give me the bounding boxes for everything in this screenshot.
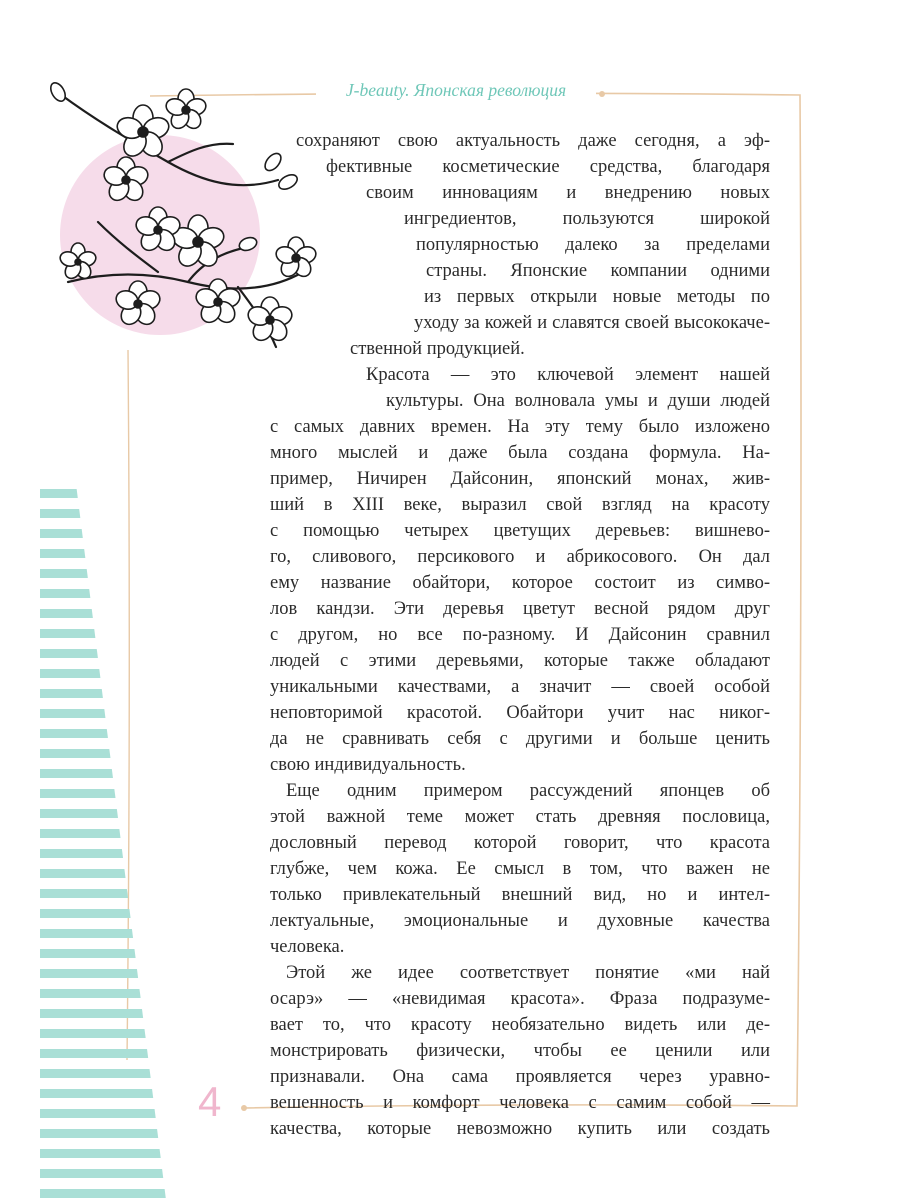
text-line: с другом, но все по-разному. И Дайсонин сравнил [270, 625, 770, 645]
text-line: Этой же идее соответствует понятие «ми най [286, 963, 770, 983]
text-line: с помощью четырех цветущих деревьев: вишнево- [270, 521, 770, 541]
text-line: глубже, чем кожа. Ее смысл в том, что важен не [270, 859, 770, 879]
text-line: качества, которые невозможно купить или создать [270, 1119, 770, 1139]
page-number: 4 [198, 1078, 222, 1125]
text-line: лектуальные, эмоциональные и духовные качества [270, 911, 770, 931]
text-line: пример, Ничирен Дайсонин, японский монах, жив- [270, 469, 770, 489]
text-line: ингредиентов, пользуются широкой [404, 209, 770, 229]
text-line: ему название обайтори, которое состоит из симво- [270, 573, 770, 593]
text-line: свою индивидуальность. [270, 755, 466, 775]
text-line: осарэ» — «невидимая красота». Фраза подразуме- [270, 989, 770, 1009]
text-line: только привлекательный внешний вид, но и интел- [270, 885, 770, 905]
text-line: ший в XIII веке, выразил свой взгляд на красоту [270, 495, 770, 515]
text-line: фективные косметические средства, благодаря [326, 157, 770, 177]
text-line: культуры. Она волновала умы и души людей [386, 391, 770, 411]
text-line: уникальными качествами, а значит — своей особой [270, 677, 770, 697]
text-line: из первых открыли новые методы по [424, 287, 770, 307]
text-line: Еще одним примером рассуждений японцев об [286, 781, 770, 801]
text-line: го, сливового, персикового и абрикосового. Он дал [270, 547, 770, 567]
text-line: страны. Японские компании одними [426, 261, 770, 281]
text-line: человека. [270, 937, 345, 957]
text-line: этой важной теме может стать древняя пословица, [270, 807, 770, 827]
text-line: уходу за кожей и славятся своей высококаче- [414, 313, 770, 333]
text-line: дословный перевод которой говорит, что красота [270, 833, 770, 853]
text-line: признавали. Она сама проявляется через уравно- [270, 1067, 770, 1087]
text-line: Красота — это ключевой элемент нашей [366, 365, 770, 385]
text-line: своим инновациям и внедрению новых [366, 183, 770, 203]
text-line: лов кандзи. Эти деревья цветут весной рядом друг [270, 599, 770, 619]
text-line: монстрировать физически, чтобы ее ценили или [270, 1041, 770, 1061]
text-line: вешенность и комфорт человека с самим собой — [270, 1093, 770, 1113]
text-line: неповторимой красотой. Обайтори учит нас никог- [270, 703, 770, 723]
text-line: людей с этими деревьями, которые также обладают [270, 651, 770, 671]
text-line: вает то, что красоту необязательно видеть или де- [270, 1015, 770, 1035]
text-line: популярностью далеко за пределами [416, 235, 770, 255]
text-line: с самых давних времен. На эту тему было изложено [270, 417, 770, 437]
text-line: сохраняют свою актуальность даже сегодня, а эф- [296, 131, 770, 151]
text-line: ственной продукцией. [350, 339, 525, 359]
running-title: J-beauty. Японская революция [316, 80, 596, 101]
text-line: много мыслей и даже была создана формула. На- [270, 443, 770, 463]
text-line: да не сравнивать себя с другими и больше ценить [270, 729, 770, 749]
